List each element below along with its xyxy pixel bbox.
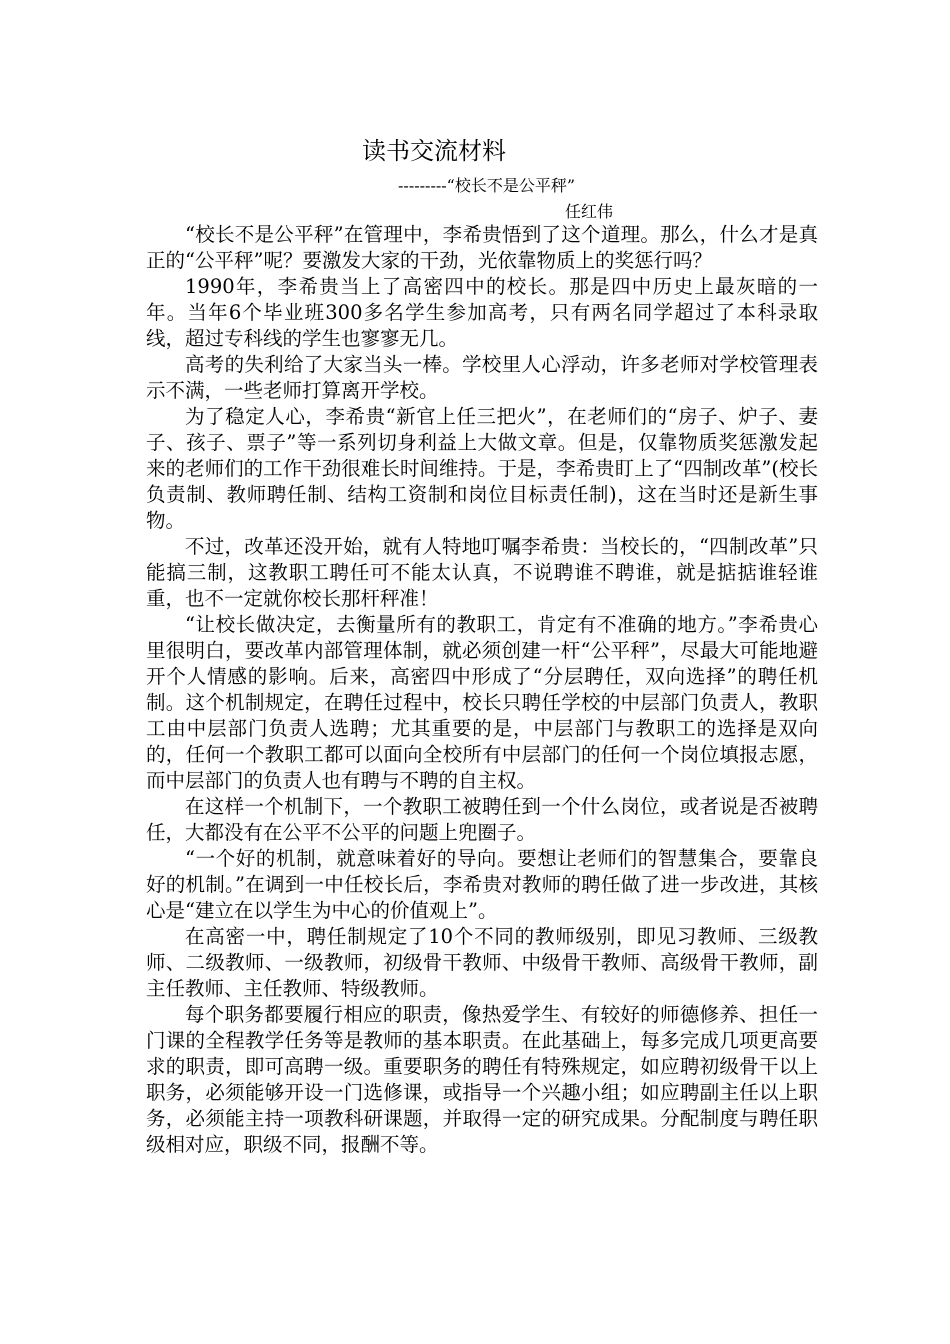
paragraph: “校长不是公平秤”在管理中，李希贵悟到了这个道理。那么，什么才是真正的“公平秤”呢？要激发大家的干劲，光依靠物质上的奖惩行吗？	[146, 223, 818, 272]
document-author: 任红伟	[565, 202, 614, 221]
document-title: 读书交流材料	[362, 137, 506, 165]
paragraph: 在高密一中，聘任制规定了10个不同的教师级别，即见习教师、三级教师、二级教师、一级教师，初级骨干教师、中级骨干教师、高级骨干教师，副主任教师、主任教师、特级教师。	[146, 925, 818, 1000]
paragraph: 不过，改革还没开始，就有人特地叮嘱李希贵：当校长的，“四制改革”只能搞三制，这教职工聘任可不能太认真，不说聘谁不聘谁，就是掂掂谁轻谁重，也不一定就你校长那杆秤准！	[146, 535, 818, 610]
paragraph: 每个职务都要履行相应的职责，像热爱学生、有较好的师德修养、担任一门课的全程教学任务等是教师的基本职责。在此基础上，每多完成几项更高要求的职责，即可高聘一级。重要职务的聘任有特殊规定，如应聘初级骨干以上职务，必须能够开设一门选修课，或指导一个兴趣小组；如应聘副主任以上职务，必须能主持一项教科研课题，并取得一定的研究成果。分配制度与聘任职级相对应，职级不同，报酬不等。	[146, 1003, 818, 1156]
paragraph: 高考的失利给了大家当头一棒。学校里人心浮动，许多老师对学校管理表示不满，一些老师打算离开学校。	[146, 353, 818, 402]
paragraph: 为了稳定人心，李希贵“新官上任三把火”，在老师们的“房子、炉子、妻子、孩子、票子”等一系列切身利益上大做文章。但是，仅靠物质奖惩激发起来的老师们的工作干劲很难长时间维持。于是，李希贵盯上了“四制改革”(校长负责制、教师聘任制、结构工资制和岗位目标责任制)，这在当时还是新生事物。	[146, 405, 818, 532]
document-subtitle: ---------“校长不是公平秤”	[398, 176, 576, 195]
paragraph: 1990年，李希贵当上了高密四中的校长。那是四中历史上最灰暗的一年。当年6个毕业班300多名学生参加高考，只有两名同学超过了本科录取线，超过专科线的学生也寥寥无几。	[146, 275, 818, 350]
document-body	[146, 222, 818, 1158]
paragraph: 在这样一个机制下，一个教职工被聘任到一个什么岗位，或者说是否被聘任，大都没有在公平不公平的问题上兜圈子。	[146, 795, 818, 844]
paragraph: “一个好的机制，就意味着好的导向。要想让老师们的智慧集合，要靠良好的机制。”在调到一中任校长后，李希贵对教师的聘任做了进一步改进，其核心是“建立在以学生为中心的价值观上”。	[146, 847, 818, 922]
paragraph: “让校长做决定，去衡量所有的教职工，肯定有不准确的地方。”李希贵心里很明白，要改革内部管理体制，就必须创建一杆“公平秤”，尽最大可能地避开个人情感的影响。后来，高密四中形成了“分层聘任，双向选择”的聘任机制。这个机制规定，在聘任过程中，校长只聘任学校的中层部门负责人，教职工由中层部门负责人选聘；尤其重要的是，中层部门与教职工的选择是双向的，任何一个教职工都可以面向全校所有中层部门的任何一个岗位填报志愿，而中层部门的负责人也有聘与不聘的自主权。	[146, 613, 818, 792]
